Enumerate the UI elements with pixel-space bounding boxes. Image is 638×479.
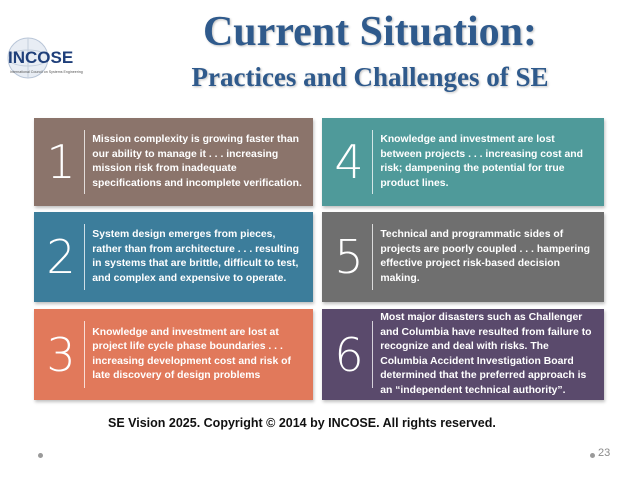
- card-text: Mission complexity is growing faster than our ability to manage it . . . increasing mission risk from inadequate specifications and incomplete verification.: [92, 134, 302, 189]
- challenge-card-3: [34, 309, 313, 400]
- card-number: 5: [334, 230, 364, 284]
- slide-title: Current Situation:: [202, 9, 538, 55]
- logo-tagline: International Council on Systems Engineering: [10, 70, 83, 74]
- card-text: Knowledge and investment are lost between projects . . . increasing cost and risk; dampening the potential for true product lines.: [380, 134, 584, 189]
- card-number: 2: [46, 230, 76, 284]
- incose-logo: [6, 36, 94, 80]
- slide-subtitle: Practices and Challenges of SE: [191, 62, 549, 92]
- copyright-notice: SE Vision 2025. Copyright © 2014 by INCOSE. All rights reserved.: [108, 416, 496, 430]
- footer-dot-left: [38, 453, 43, 458]
- card-text: System design emerges from pieces, rather than from architecture . . . resulting in systems that are brittle, difficult to test, and complex and expensive to operate.: [92, 229, 299, 284]
- card-number: 4: [334, 135, 364, 189]
- card-number: 3: [46, 327, 76, 382]
- card-number: 1: [46, 135, 76, 189]
- page-number: 23: [598, 447, 611, 459]
- challenge-card-1: [34, 118, 313, 206]
- challenge-card-5: [322, 212, 604, 302]
- card-text: Knowledge and investment are lost at project life cycle phase boundaries . . . increasing development cost and risk of late discovery of design problems: [92, 326, 291, 381]
- card-text: Technical and programmatic sides of projects are poorly coupled . . . hampering effective project risk-based decision making.: [380, 229, 590, 284]
- card-text: Most major disasters such as Challenger and Columbia have resulted from failure to recognize and deal with risks. The Columbia Accident Investigation Board determined that the preferred approach is an “independent technical authority”.: [380, 312, 592, 396]
- challenge-card-2: [34, 212, 313, 302]
- challenge-card-4: [322, 118, 604, 206]
- footer-dot-right: [590, 453, 595, 458]
- card-number: 6: [334, 327, 364, 382]
- logo-text: INCOSE: [8, 48, 74, 67]
- challenge-card-6: [322, 309, 604, 400]
